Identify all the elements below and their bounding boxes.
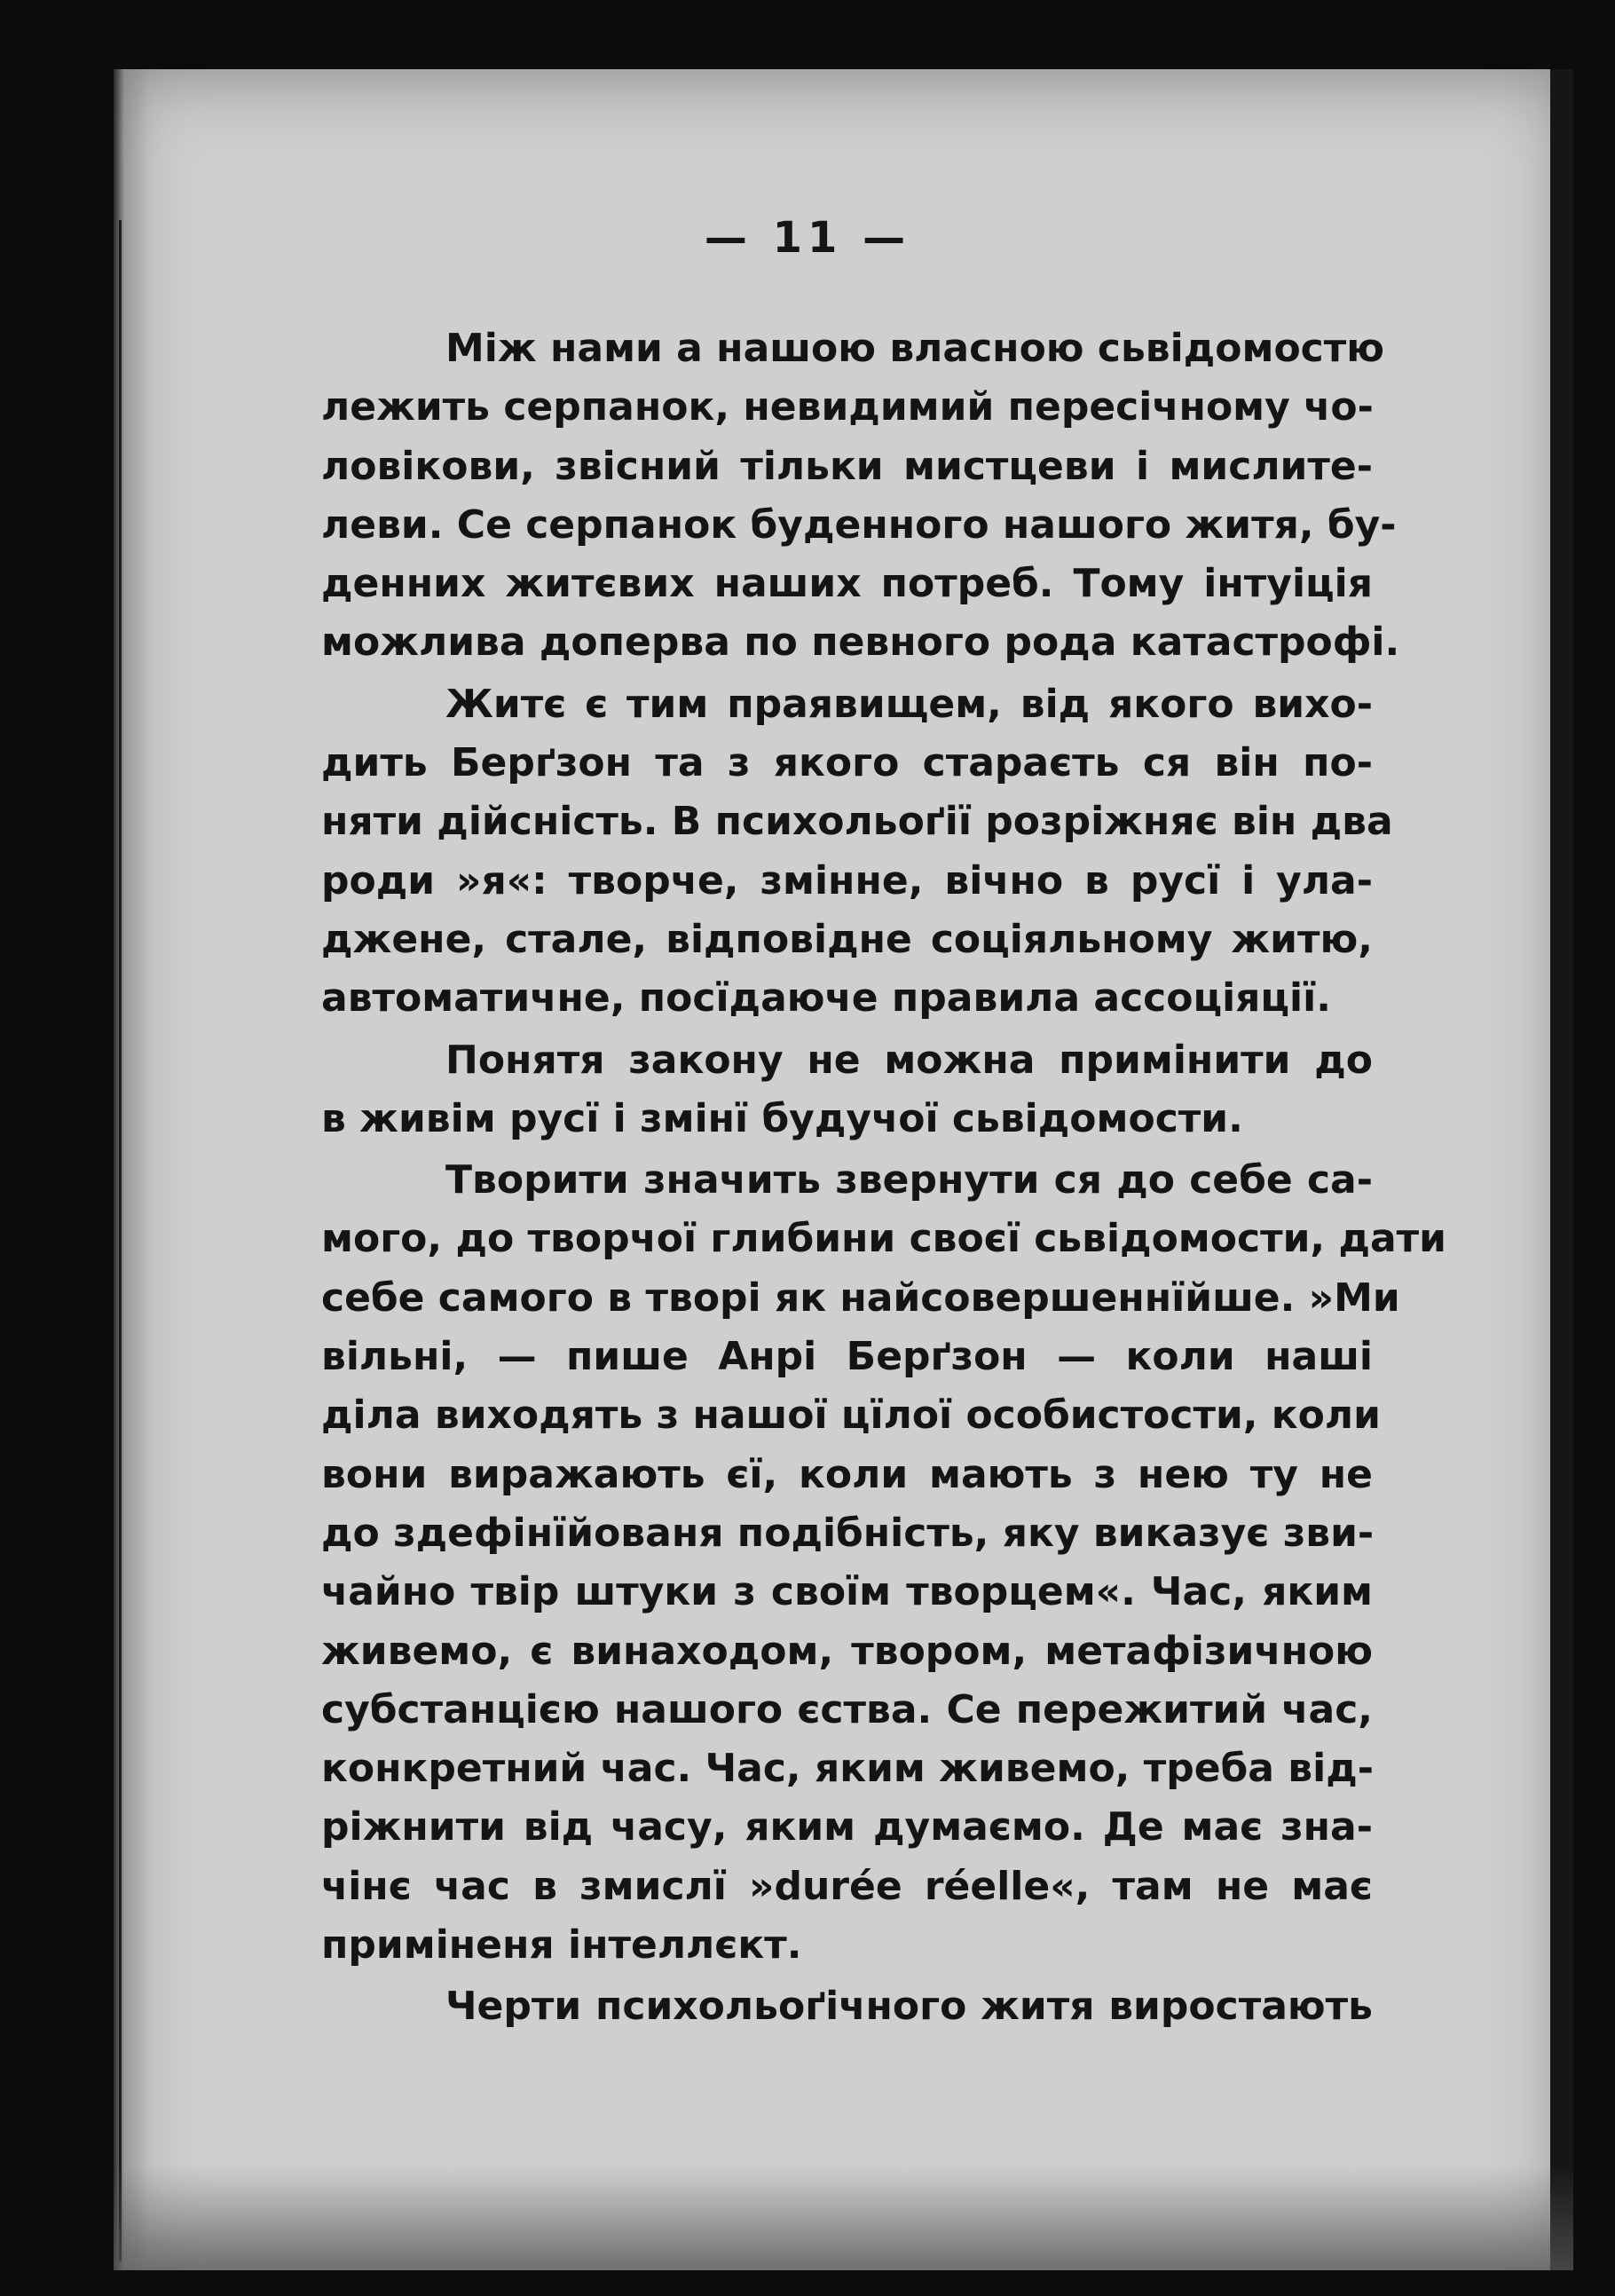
text-line: лежить серпанок, невидимий пересічному чо- — [321, 384, 1374, 430]
text-line: дить Берґзон та з якого стараєть ся він по- — [321, 740, 1373, 786]
text-line: живемо, є винаходом, твором, метафізичною — [321, 1628, 1373, 1674]
text-line: діла виходять з нашої цїлої особистости, коли — [321, 1393, 1381, 1439]
text-line: ріжнити від часу, яким думаємо. Де має зна- — [321, 1804, 1373, 1850]
text-line: до здефінїйованя подібність, яку виказує зви- — [321, 1510, 1375, 1556]
paragraph — [321, 1031, 1373, 1149]
text-line: мого, до творчої глибини своєї сьвідомости, дати — [321, 1216, 1447, 1262]
binding-rule — [119, 220, 122, 2261]
text-line: роди »я«: творче, змінне, вічно в русї і ула- — [321, 857, 1373, 903]
text-line: в живім русї і змінї будучої сьвідомости. — [321, 1095, 1243, 1141]
text-line: чайно твір штуки з своїм творцем«. Час, яким — [321, 1569, 1373, 1615]
text-line: няти дійсність. В психольоґії розріжняє він два — [321, 799, 1393, 845]
text-line: Творити значить звернути ся до себе са- — [445, 1157, 1373, 1203]
text-line: вони виражають єї, коли мають з нею ту не — [321, 1451, 1373, 1497]
text-line: приміненя інтеллєкт. — [321, 1922, 802, 1969]
text-line: леви. Се серпанок буденного нашого житя, бу- — [321, 501, 1397, 548]
text-line: вільні, — пише Анрі Берґзон — коли наші — [321, 1334, 1373, 1380]
paragraph — [321, 1151, 1447, 1975]
text-line: ловікови, звісний тільки мистцеви і мислите- — [321, 443, 1373, 489]
text-line: Житє є тим праявищем, від якого вихо- — [445, 681, 1373, 727]
text-line: себе самого в творі як найсовершеннїйше. »Ми — [321, 1274, 1400, 1321]
text-line: субстанцією нашого єства. Се пережитий час, — [321, 1686, 1373, 1732]
text-line: Понятя закону не можна примінити до — [445, 1037, 1373, 1083]
page-number: — 11 — — [704, 213, 911, 263]
page-edge-bottom — [114, 2164, 1573, 2270]
paragraph — [321, 320, 1400, 673]
text-line: джене, стале, відповідне соціяльному житю, — [321, 916, 1373, 962]
text-line: чінє час в змислї »durée réelle«, там не має — [321, 1863, 1373, 1909]
text-line: Між нами а нашою власною сьвідомостю — [445, 326, 1385, 371]
text-line: можлива доперва по певного рода катастрофі. — [321, 619, 1400, 666]
text-line: Черти психольоґічного житя виростають — [445, 1984, 1373, 2030]
text-line: денних житєвих наших потреб. Тому інтуіція — [321, 561, 1373, 607]
body-text — [321, 320, 1447, 2040]
page-edge-right — [1550, 69, 1573, 2270]
paragraph — [321, 1977, 1373, 2036]
paragraph — [321, 675, 1393, 1029]
text-line: автоматичне, посїдаюче правила ассоціяції. — [321, 975, 1331, 1022]
text-line: конкретний час. Час, яким живемо, треба від- — [321, 1746, 1375, 1792]
